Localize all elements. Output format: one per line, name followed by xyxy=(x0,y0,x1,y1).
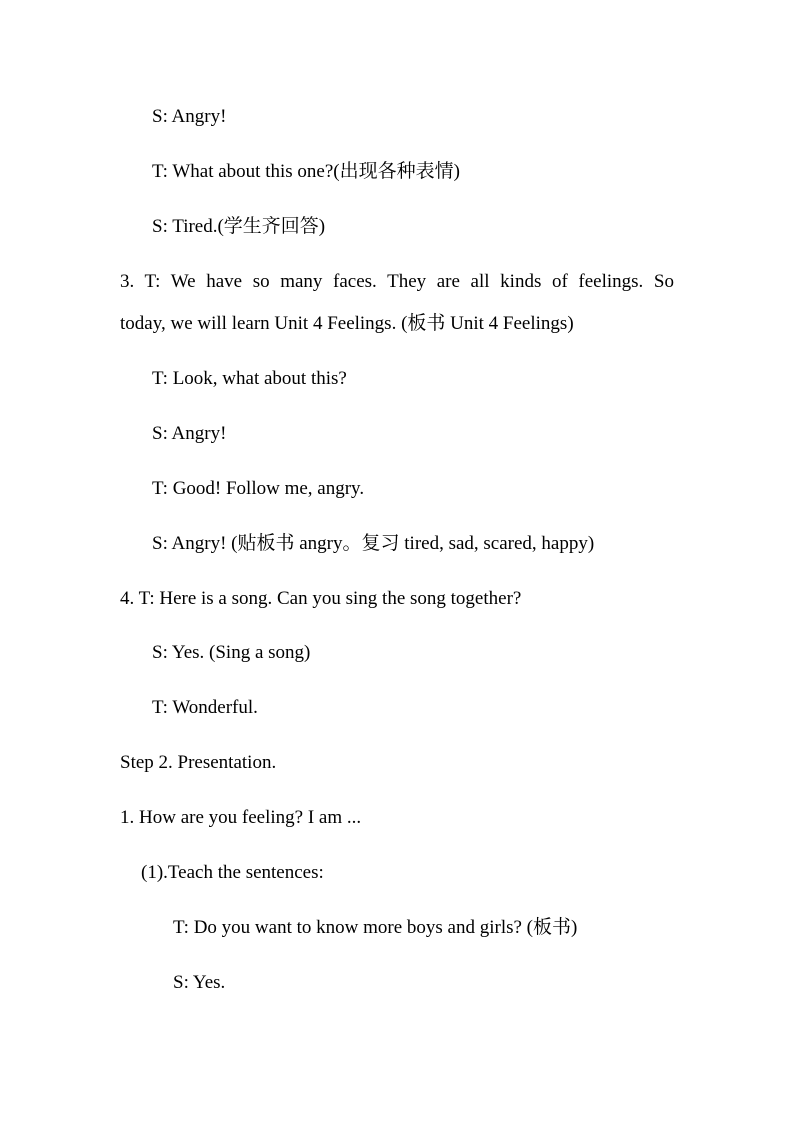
dialogue-line: T: Do you want to know more boys and girls? (板书) xyxy=(173,917,578,938)
dialogue-line: T: What about this one?(出现各种表情) xyxy=(152,161,460,182)
dialogue-line: S: Angry! (贴板书 angry。复习 tired, sad, scared, happy) xyxy=(152,533,595,554)
dialogue-line: T: Wonderful. xyxy=(152,697,258,718)
paragraph-continuation-line: today, we will learn Unit 4 Feelings. (板书 Unit 4 Feelings) xyxy=(120,313,574,334)
numbered-paragraph-line: 4. T: Here is a song. Can you sing the song together? xyxy=(120,588,522,609)
dialogue-line: S: Yes. (Sing a song) xyxy=(152,642,311,663)
dialogue-line: S: Yes. xyxy=(173,972,226,993)
numbered-item: 1. How are you feeling? I am ... xyxy=(120,807,362,828)
section-heading: Step 2. Presentation. xyxy=(120,752,277,773)
numbered-paragraph-line: 3. T: We have so many faces. They are all kinds of feelings. So xyxy=(120,271,674,292)
dialogue-line: S: Angry! xyxy=(152,106,227,127)
dialogue-line: T: Good! Follow me, angry. xyxy=(152,478,365,499)
sub-item-heading: (1).Teach the sentences: xyxy=(141,862,324,883)
dialogue-line: T: Look, what about this? xyxy=(152,368,347,389)
dialogue-line: S: Angry! xyxy=(152,423,227,444)
dialogue-line: S: Tired.(学生齐回答) xyxy=(152,216,326,237)
